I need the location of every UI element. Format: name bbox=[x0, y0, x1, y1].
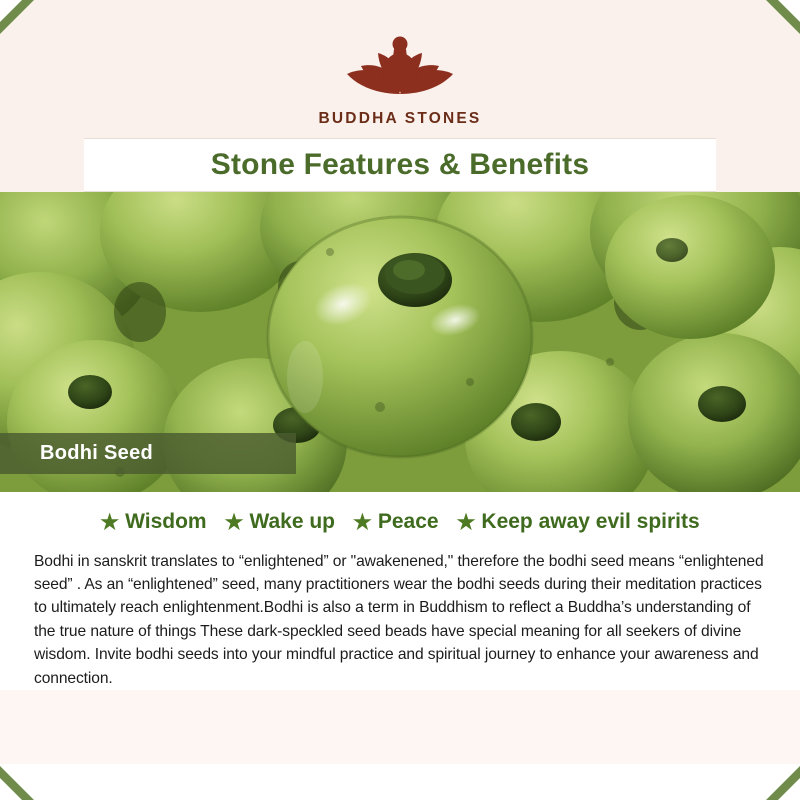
corner-decoration-bottom-left-inner bbox=[0, 778, 22, 800]
corner-decoration-top-left-inner bbox=[0, 0, 22, 22]
star-icon: ★ bbox=[224, 510, 244, 534]
hero-caption: Bodhi Seed bbox=[0, 433, 296, 474]
benefit-item-peace bbox=[353, 510, 439, 534]
star-icon: ★ bbox=[456, 510, 476, 534]
star-icon: ★ bbox=[100, 510, 120, 534]
page-title-band bbox=[84, 138, 716, 192]
page-title: Stone Features & Benefits bbox=[210, 148, 590, 181]
benefit-label: Wisdom bbox=[125, 510, 207, 533]
hero-image bbox=[0, 192, 800, 492]
benefit-label: Peace bbox=[377, 510, 439, 533]
benefit-item-keep-away-evil-spirits bbox=[457, 510, 700, 534]
corner-decoration-top-right-inner bbox=[778, 0, 800, 22]
lotus-meditation-icon bbox=[325, 22, 475, 106]
content-section bbox=[0, 492, 800, 690]
benefit-item-wisdom bbox=[100, 510, 206, 534]
corner-decoration-bottom-right-inner bbox=[778, 778, 800, 800]
benefit-label: Wake up bbox=[249, 510, 336, 533]
brand-logo bbox=[0, 0, 800, 128]
brand-name: BUDDHA STONES bbox=[318, 110, 482, 127]
benefit-label: Keep away evil spirits bbox=[481, 510, 700, 533]
star-icon: ★ bbox=[353, 510, 372, 534]
bottom-strip bbox=[0, 764, 800, 800]
description-text: Bodhi in sanskrit translates to “enlightened” or "awakenened," therefore the bodhi seed means “enlightened seed” . As an “enlightened” seed, many practitioners wear the bodhi seeds during their meditation practices to ultimately reach enlightenment.Bodhi is also a term in Buddhism to reflect a Buddha’s understanding of the true nature of things These dark-speckled seed beads have special meaning for all seekers of divine wisdom. Invite bodhi seeds into your mindful practice and spiritual journey to enhance your awareness and connection. bbox=[34, 552, 764, 687]
benefit-item-wake-up bbox=[225, 510, 335, 534]
benefits-row bbox=[34, 510, 766, 534]
